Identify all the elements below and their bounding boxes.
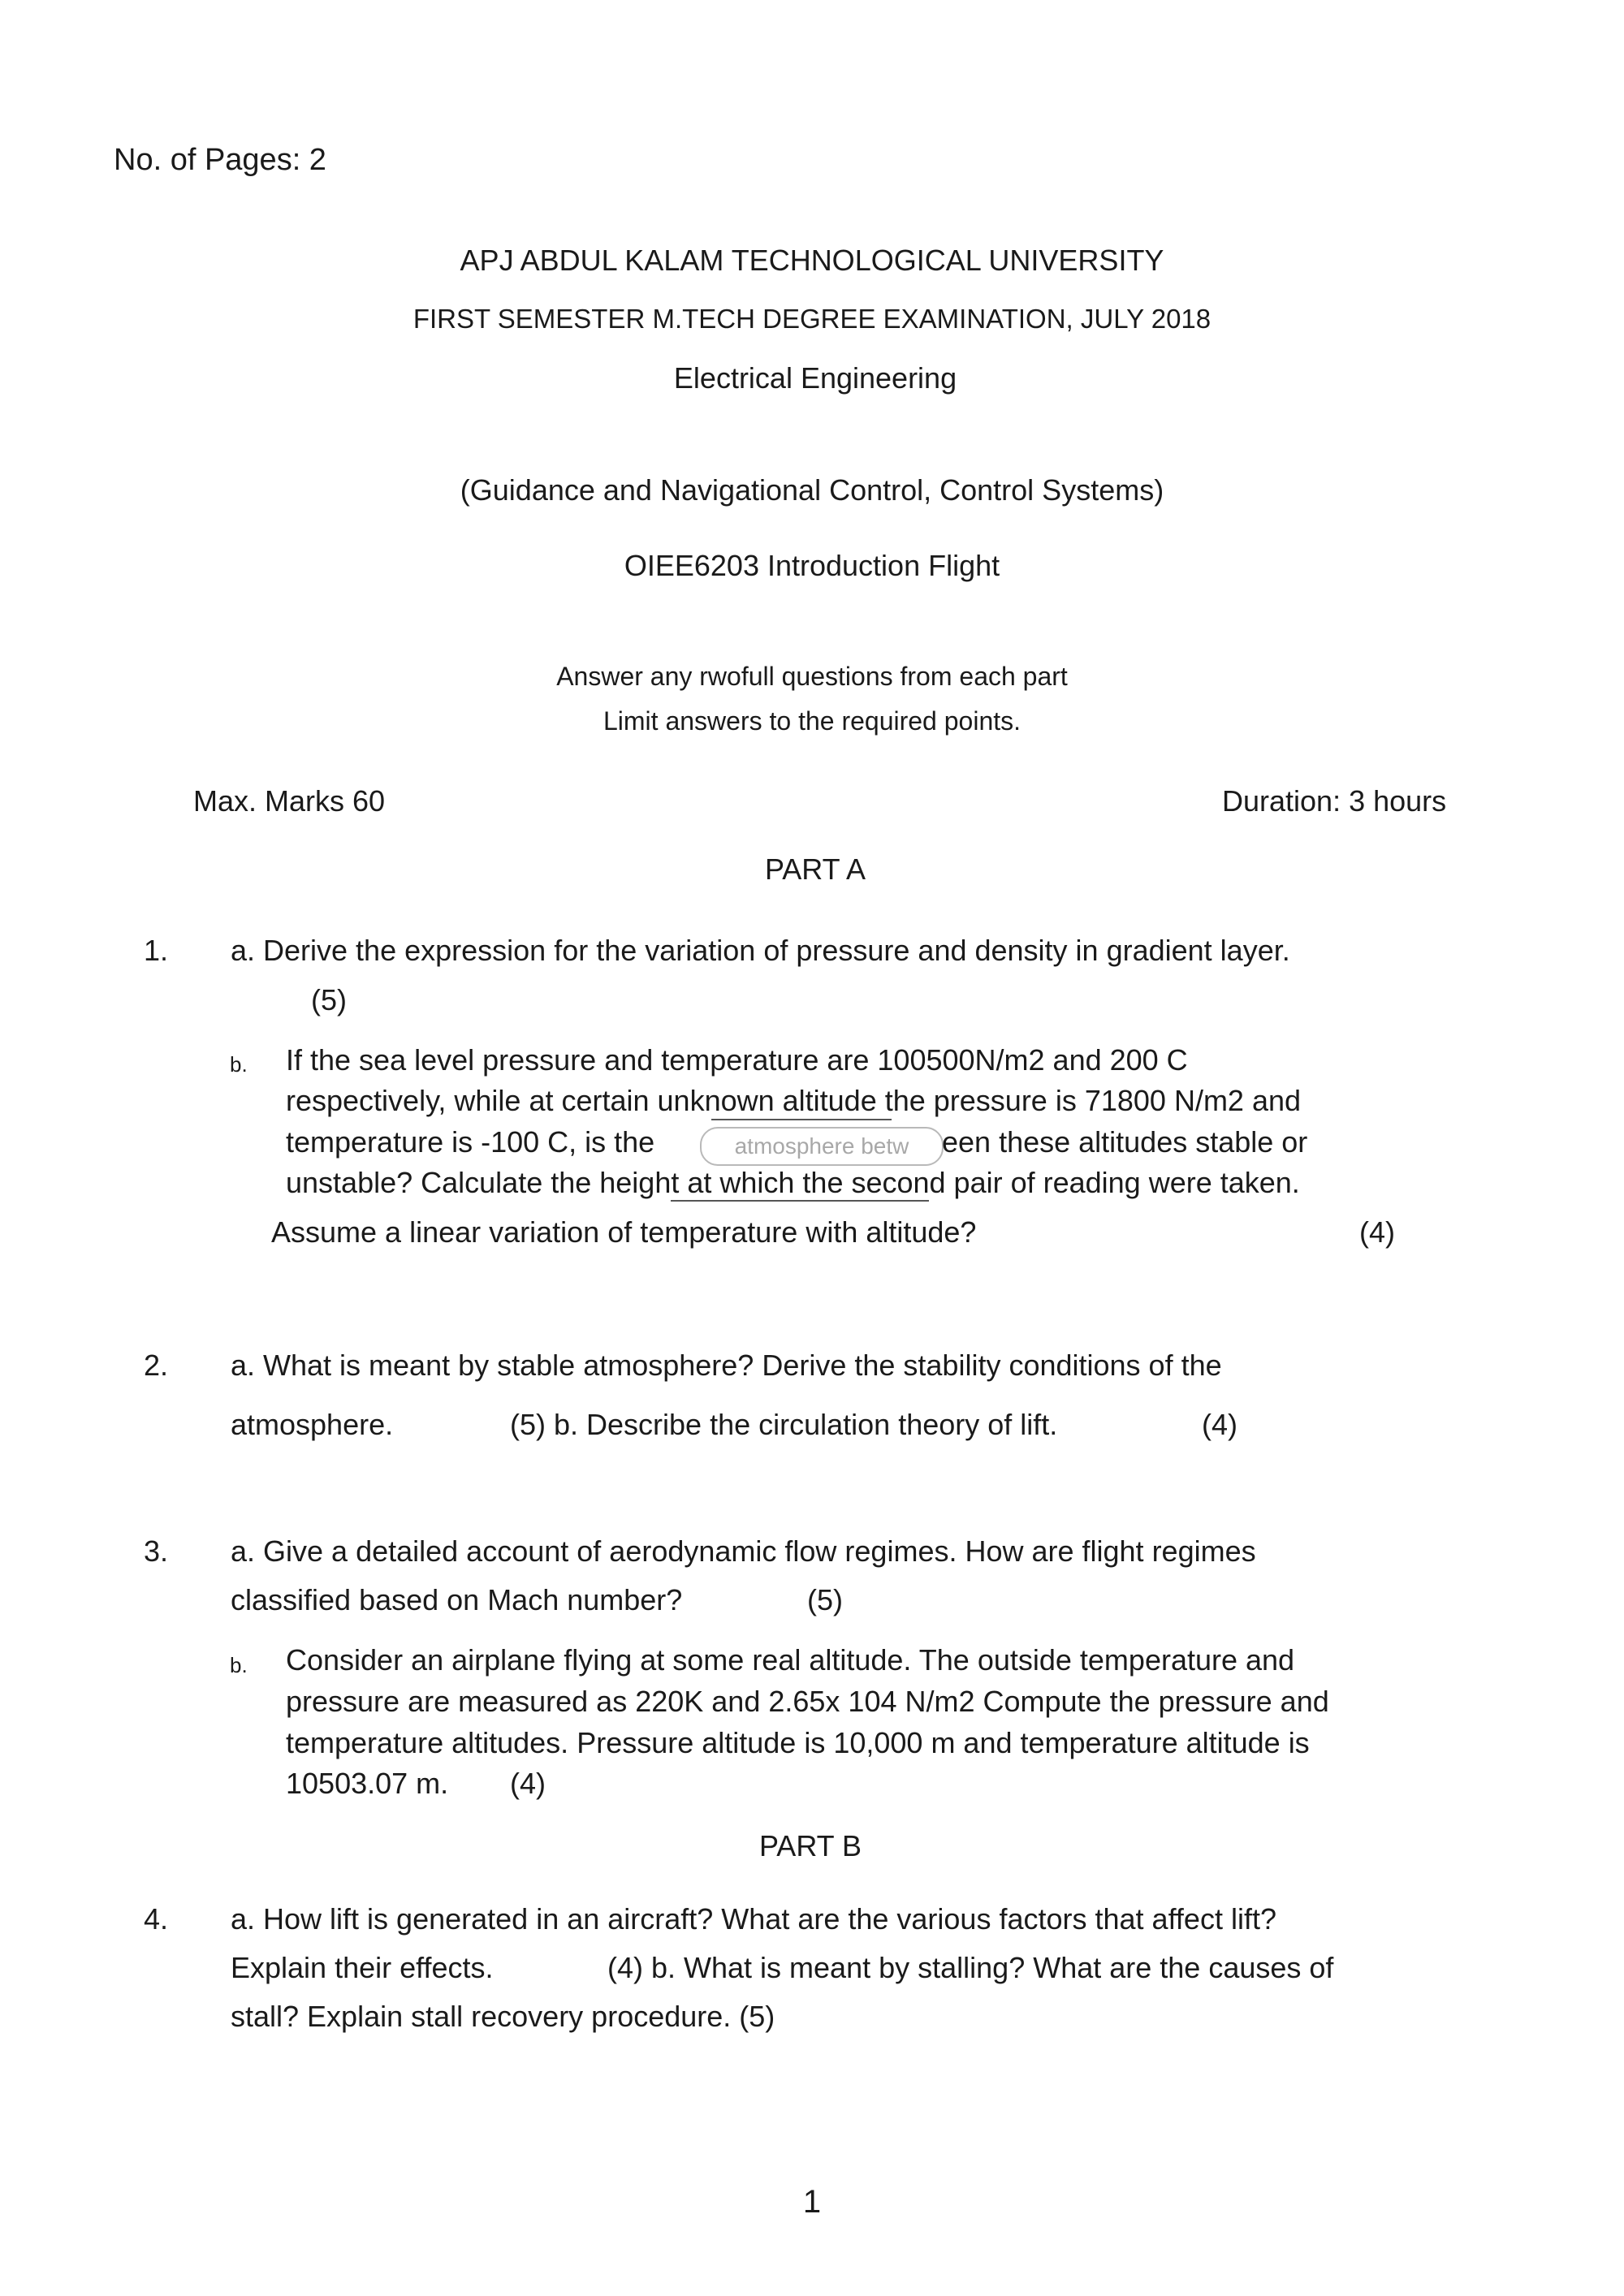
q1b-line-2: respectively, while at certain unknown altitude the pressure is 71800 N/m2 and <box>286 1084 1302 1117</box>
q1a-text: a. Derive the expression for the variation of pressure and density in gradient layer. <box>231 934 1290 967</box>
university-name: APJ ABDUL KALAM TECHNOLOGICAL UNIVERSITY <box>460 244 1164 277</box>
branch-name: Electrical Engineering <box>673 361 957 395</box>
q3b-line-4a: 10503.07 m. <box>286 1767 449 1800</box>
q3b-label: b. <box>230 1653 248 1677</box>
q1b-line-5: Assume a linear variation of temperature with altitude? <box>271 1215 977 1249</box>
page-count: No. of Pages: 2 <box>114 143 326 177</box>
exam-title: FIRST SEMESTER M.TECH DEGREE EXAMINATION, JULY 2018 <box>412 304 1212 334</box>
q1b-marks: (4) <box>1359 1215 1395 1249</box>
q1b-line-3a: temperature is -100 C, is the <box>286 1125 655 1159</box>
q3b-line-1: Consider an airplane flying at some real altitude. The outside temperature and <box>286 1643 1295 1677</box>
q4-line-2b: (4) b. What is meant by stalling? What are the causes of <box>607 1951 1334 1984</box>
q4-line-3: stall? Explain stall recovery procedure. (5) <box>231 2000 775 2033</box>
q3a-line-1: a. Give a detailed account of aerodynamic flow regimes. How are flight regimes <box>231 1534 1256 1568</box>
q4-line-1: a. How lift is generated in an aircraft? What are the various factors that affect lift? <box>231 1902 1276 1936</box>
q3b-line-2: pressure are measured as 220K and 2.65x 104 N/m2 Compute the pressure and <box>286 1685 1329 1718</box>
q1a-marks: (5) <box>311 983 347 1016</box>
question-number-4: 4. <box>144 1902 169 1936</box>
question-number-1: 1. <box>144 934 169 967</box>
question-number-3: 3. <box>144 1534 169 1568</box>
q2-line-2c: (4) <box>1202 1408 1237 1441</box>
question-number-2: 2. <box>144 1349 169 1382</box>
q2-line-2a: atmosphere. <box>231 1408 394 1441</box>
q3b-line-4b: (4) <box>510 1767 546 1800</box>
q2-line-2b: (5) b. Describe the circulation theory of lift. <box>510 1408 1058 1441</box>
max-marks: Max. Marks 60 <box>193 784 386 818</box>
instruction-line-2: Limit answers to the required points. <box>603 706 1021 736</box>
q1b-label: b. <box>230 1052 248 1077</box>
q3b-line-3: temperature altitudes. Pressure altitude is 10,000 m and temperature altitude is <box>286 1726 1310 1759</box>
q3a-marks: (5) <box>807 1583 843 1616</box>
duration: Duration: 3 hours <box>1222 784 1447 818</box>
course-title: OIEE6203 Introduction Flight <box>624 549 1000 582</box>
text-underline <box>671 1200 929 1202</box>
stream-name: (Guidance and Navigational Control, Control Systems) <box>460 473 1164 507</box>
part-b-heading: PART B <box>758 1829 862 1862</box>
instruction-line-1: Answer any rwofull questions from each part <box>556 662 1068 691</box>
q1b-line-4: unstable? Calculate the height at which the second pair of reading were taken. <box>286 1166 1300 1199</box>
part-a-heading: PART A <box>764 852 866 886</box>
page-number: 1 <box>802 2184 822 2220</box>
q3a-line-2: classified based on Mach number? <box>231 1583 683 1616</box>
text-underline <box>711 1119 892 1120</box>
q1b-line-1: If the sea level pressure and temperature are 100500N/m2 and 200 C <box>286 1043 1188 1077</box>
watermark-stamp: atmosphere betw <box>700 1127 944 1166</box>
q1b-line-3b: een these altitudes stable or <box>942 1125 1308 1159</box>
q4-line-2a: Explain their effects. <box>231 1951 494 1984</box>
q2-line-1: a. What is meant by stable atmosphere? Derive the stability conditions of the <box>231 1349 1222 1382</box>
